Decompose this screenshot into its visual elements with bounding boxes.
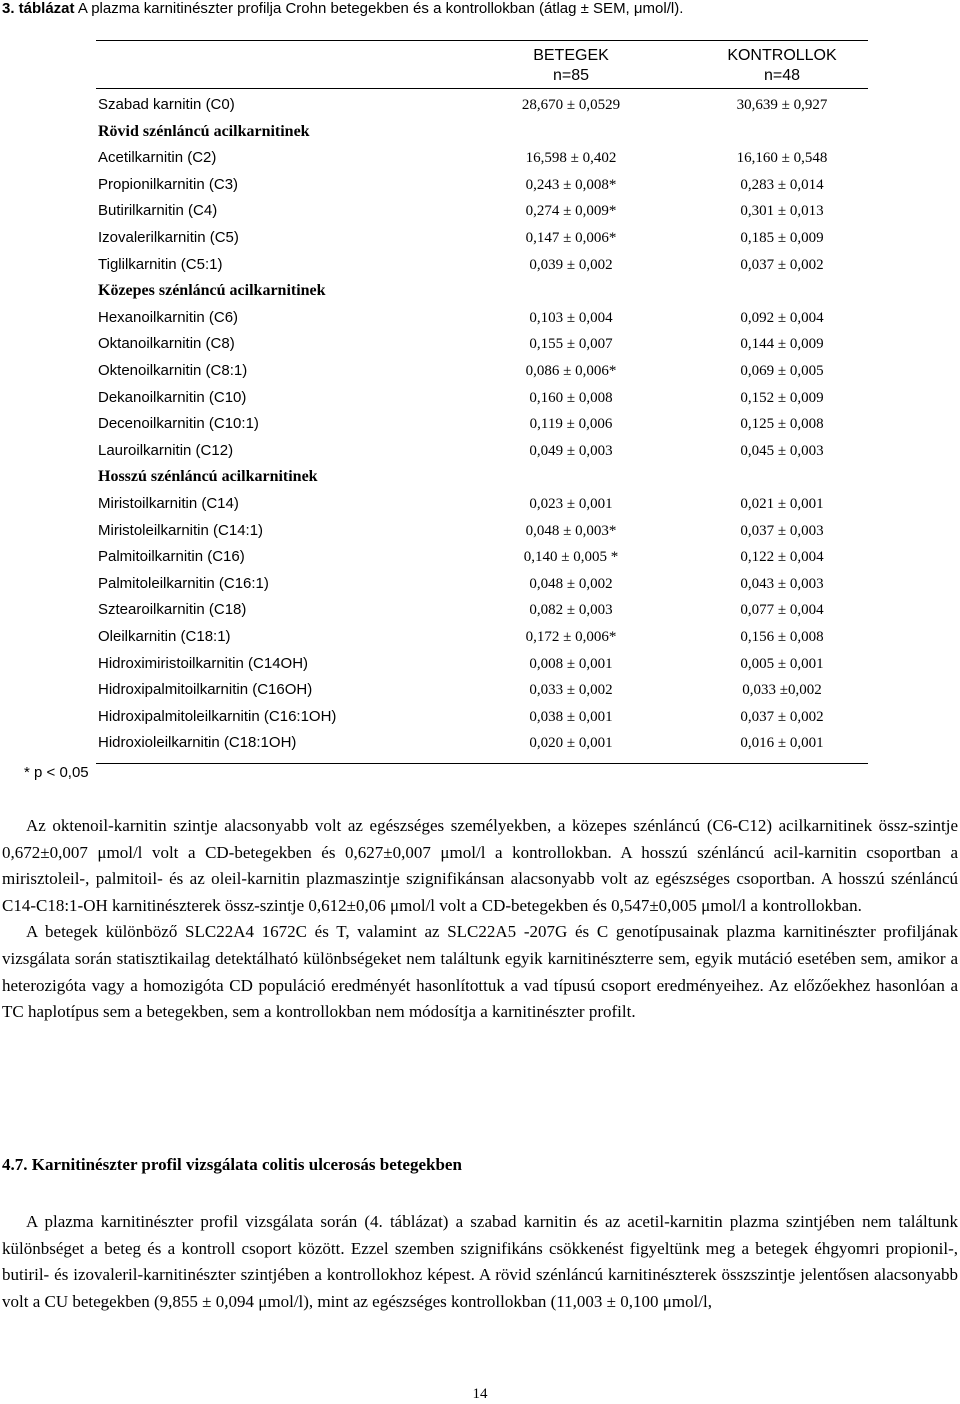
row-label: Hexanoilkarnitin (C6) xyxy=(98,308,239,326)
table-bottom-rule xyxy=(96,763,868,764)
row-label: Decenoilkarnitin (C10:1) xyxy=(98,415,259,433)
table-number: 3. táblázat xyxy=(2,0,75,17)
section-label: Közepes szénláncú acilkarnitinek xyxy=(98,282,326,300)
column-header-controls xyxy=(702,46,862,86)
column-header-patients-n: n=85 xyxy=(552,67,590,84)
cell-controls: 0,185 ± 0,009 xyxy=(740,230,824,246)
cell-controls: 30,639 ± 0,927 xyxy=(736,97,828,113)
cell-controls: 0,037 ± 0,002 xyxy=(740,708,824,725)
cell-patients: 0,140 ± 0,005 * xyxy=(523,549,619,566)
cell-controls: 16,160 ± 0,548 xyxy=(736,150,828,167)
table-row xyxy=(96,624,868,650)
row-label: Oktenoilkarnitin (C8:1) xyxy=(98,362,248,379)
cell-patients: 0,147 ± 0,006* xyxy=(525,230,617,246)
section-label: Rövid szénláncú acilkarnitinek xyxy=(98,122,310,140)
table-row xyxy=(96,730,868,756)
cell-controls: 0,077 ± 0,004 xyxy=(740,602,824,619)
table-row xyxy=(96,225,868,251)
section-heading: 4.7. Karnitinészter profil vizsgálata colitis ulcerosás betegekben xyxy=(2,1155,462,1174)
cell-controls: 0,069 ± 0,005 xyxy=(740,363,824,379)
cell-patients: 0,119 ± 0,006 xyxy=(529,416,613,433)
cell-controls: 0,037 ± 0,003 xyxy=(740,522,824,539)
table-section-row xyxy=(96,278,868,304)
table-row xyxy=(96,331,868,357)
cell-patients: 0,008 ± 0,001 xyxy=(529,655,613,672)
row-label: Propionilkarnitin (C3) xyxy=(98,175,239,193)
column-header-controls-n: n=48 xyxy=(763,67,801,84)
cell-controls: 0,125 ± 0,008 xyxy=(740,416,824,433)
table-row xyxy=(96,438,868,464)
column-header-patients xyxy=(491,46,651,86)
table-row xyxy=(96,252,868,278)
row-label: Hidroxipalmitoilkarnitin (C16OH) xyxy=(98,681,313,699)
cell-patients: 0,033 ± 0,002 xyxy=(529,682,613,699)
row-label: Oktanoilkarnitin (C8) xyxy=(98,335,235,353)
row-label: Hidroxioleilkarnitin (C18:1OH) xyxy=(98,734,297,752)
table-row xyxy=(96,571,868,597)
cell-patients: 0,048 ± 0,003* xyxy=(525,522,617,539)
cell-controls: 0,005 ± 0,001 xyxy=(740,655,824,672)
cell-patients: 0,039 ± 0,002 xyxy=(529,256,613,273)
paragraph-genotype-analysis: A betegek különböző SLC22A4 1672C és T, valamint az SLC22A5 -207G és C genotípusainak plazma karnitinészter profiljának vizsgálata során statisztikailag detektálható különbségeket nem találtunk egyik karnitinészterre sem, egyik mutáció esetében sem, amikor a heterozigóta vagy a homozigóta CD populáció eredményét hasonlítottuk a vad típusú csoport eredményeihez. Az előzőekhez hasonlóan a TC haplotípus sem a betegekben, sem a kontrollokban nem módosítja a karnitinészter profilt. xyxy=(2,922,958,1022)
row-label: Hidroximiristoilkarnitin (C14OH) xyxy=(98,654,309,672)
table-row xyxy=(96,198,868,224)
row-label: Szabad karnitin (C0) xyxy=(98,96,235,113)
cell-controls: 0,301 ± 0,013 xyxy=(740,203,824,220)
cell-controls: 0,016 ± 0,001 xyxy=(740,735,824,752)
table-row xyxy=(96,651,868,677)
table-row xyxy=(96,92,868,118)
body-text-block-2 xyxy=(2,1209,958,1315)
table-row xyxy=(96,597,868,623)
cell-controls: 0,144 ± 0,009 xyxy=(740,336,824,353)
table-row xyxy=(96,358,868,384)
cell-controls: 0,021 ± 0,001 xyxy=(740,496,824,512)
cell-patients: 0,049 ± 0,003 xyxy=(529,442,613,459)
row-label: Miristoleilkarnitin (C14:1) xyxy=(98,521,264,539)
cell-controls: 0,045 ± 0,003 xyxy=(740,442,824,459)
table-row xyxy=(96,704,868,730)
cell-patients: 0,243 ± 0,008* xyxy=(525,176,617,193)
row-label: Hidroxipalmitoleilkarnitin (C16:1OH) xyxy=(98,707,337,725)
row-label: Oleilkarnitin (C18:1) xyxy=(98,628,231,645)
table-footnote: * p < 0,05 xyxy=(24,764,89,781)
cell-controls: 0,283 ± 0,014 xyxy=(740,176,824,193)
row-label: Tiglilkarnitin (C5:1) xyxy=(98,255,223,273)
cell-patients: 0,155 ± 0,007 xyxy=(529,336,613,353)
cell-controls: 0,122 ± 0,004 xyxy=(740,549,824,566)
table-row xyxy=(96,172,868,198)
cell-controls: 0,092 ± 0,004 xyxy=(740,309,824,326)
cell-patients: 0,274 ± 0,009* xyxy=(525,203,617,220)
cell-patients: 0,160 ± 0,008 xyxy=(529,389,613,406)
paragraph-cu-profile: A plazma karnitinészter profil vizsgálata során (4. táblázat) a szabad karnitin és az acetil-karnitin plazma szintjében nem találtunk különbséget a beteg és a kontroll csoport között. Ezzel szemben szignifikáns csökkenést figyeltünk meg a betegek éhgyomri propionil-, butiril- és izovaleril-karnitinészter szintjében a kontrollokhoz képest. A rövid szénláncú karnitinészterek összszintje jelentősen alacsonyabb volt a CU betegekben (9,855 ± 0,094 μmol/l), mint az egészséges kontrollokban (11,003 ± 0,100 μmol/l, xyxy=(2,1212,958,1311)
column-header-controls-name: KONTROLLOK xyxy=(727,47,837,64)
row-label: Sztearoilkarnitin (C18) xyxy=(98,601,247,619)
cell-controls: 0,152 ± 0,009 xyxy=(740,389,824,406)
cell-patients: 0,038 ± 0,001 xyxy=(529,708,613,725)
body-text-block-1 xyxy=(2,813,958,1026)
row-label: Butirilkarnitin (C4) xyxy=(98,202,218,220)
table-row xyxy=(96,544,868,570)
section-label: Hosszú szénláncú acilkarnitinek xyxy=(98,468,318,486)
cell-patients: 0,048 ± 0,002 xyxy=(529,575,613,592)
table-row xyxy=(96,305,868,331)
table-row xyxy=(96,145,868,171)
cell-controls: 0,033 ±0,002 xyxy=(742,682,822,699)
page-number: 14 xyxy=(472,1386,488,1402)
paragraph-carnitine-levels: Az oktenoil-karnitin szintje alacsonyabb volt az egészséges személyekben, a közepes szénláncú (C6-C12) acilkarnitinek össz-szintje 0,672±0,007 μmol/l volt a CD-betegekben és 0,627±0,007 μmol/l a kontrollokban. A hosszú szénláncú acil-karnitin csoportban a mirisztoleil-, palmitoil- és az oleil-karnitin plazmaszintje szignifikánsan alacsonyabb volt az egészséges csoportban. A hosszú szénláncú C14-C18:1-OH karnitinészterek össz-szintje 0,612±0,06 μmol/l volt a CD-betegekben és 0,547±0,005 μmol/l a kontrollokban. xyxy=(2,816,958,915)
cell-controls: 0,043 ± 0,003 xyxy=(740,575,824,592)
cell-patients: 0,023 ± 0,001 xyxy=(529,496,613,512)
cell-controls: 0,156 ± 0,008 xyxy=(740,629,824,645)
cell-patients: 16,598 ± 0,402 xyxy=(525,150,617,167)
cell-patients: 0,020 ± 0,001 xyxy=(529,735,613,752)
row-label: Dekanoilkarnitin (C10) xyxy=(98,388,247,406)
table-section-row xyxy=(96,119,868,145)
column-header-patients-name: BETEGEK xyxy=(533,47,609,64)
row-label: Miristoilkarnitin (C14) xyxy=(98,495,239,512)
table-row xyxy=(96,385,868,411)
row-label: Palmitoilkarnitin (C16) xyxy=(98,548,245,566)
table-header-rule xyxy=(96,88,868,89)
cell-controls: 0,037 ± 0,002 xyxy=(740,256,824,273)
table-row xyxy=(96,518,868,544)
table-caption xyxy=(2,0,952,18)
row-label: Acetilkarnitin (C2) xyxy=(98,149,217,167)
row-label: Izovalerilkarnitin (C5) xyxy=(98,229,239,246)
carnitine-table xyxy=(96,40,868,764)
cell-patients: 0,086 ± 0,006* xyxy=(525,363,617,379)
cell-patients: 28,670 ± 0,0529 xyxy=(521,97,621,113)
table-caption-text: A plazma karnitinészter profilja Crohn betegekben és a kontrollokban (átlag ± SEM, μmol/l). xyxy=(74,0,684,17)
row-label: Palmitoleilkarnitin (C16:1) xyxy=(98,574,269,592)
table-row xyxy=(96,411,868,437)
cell-patients: 0,172 ± 0,006* xyxy=(525,629,617,645)
table-top-rule xyxy=(96,40,868,41)
table-row xyxy=(96,491,868,517)
cell-patients: 0,103 ± 0,004 xyxy=(529,309,613,326)
row-label: Lauroilkarnitin (C12) xyxy=(98,441,234,459)
table-section-row xyxy=(96,464,868,490)
cell-patients: 0,082 ± 0,003 xyxy=(529,602,613,619)
table-row xyxy=(96,677,868,703)
